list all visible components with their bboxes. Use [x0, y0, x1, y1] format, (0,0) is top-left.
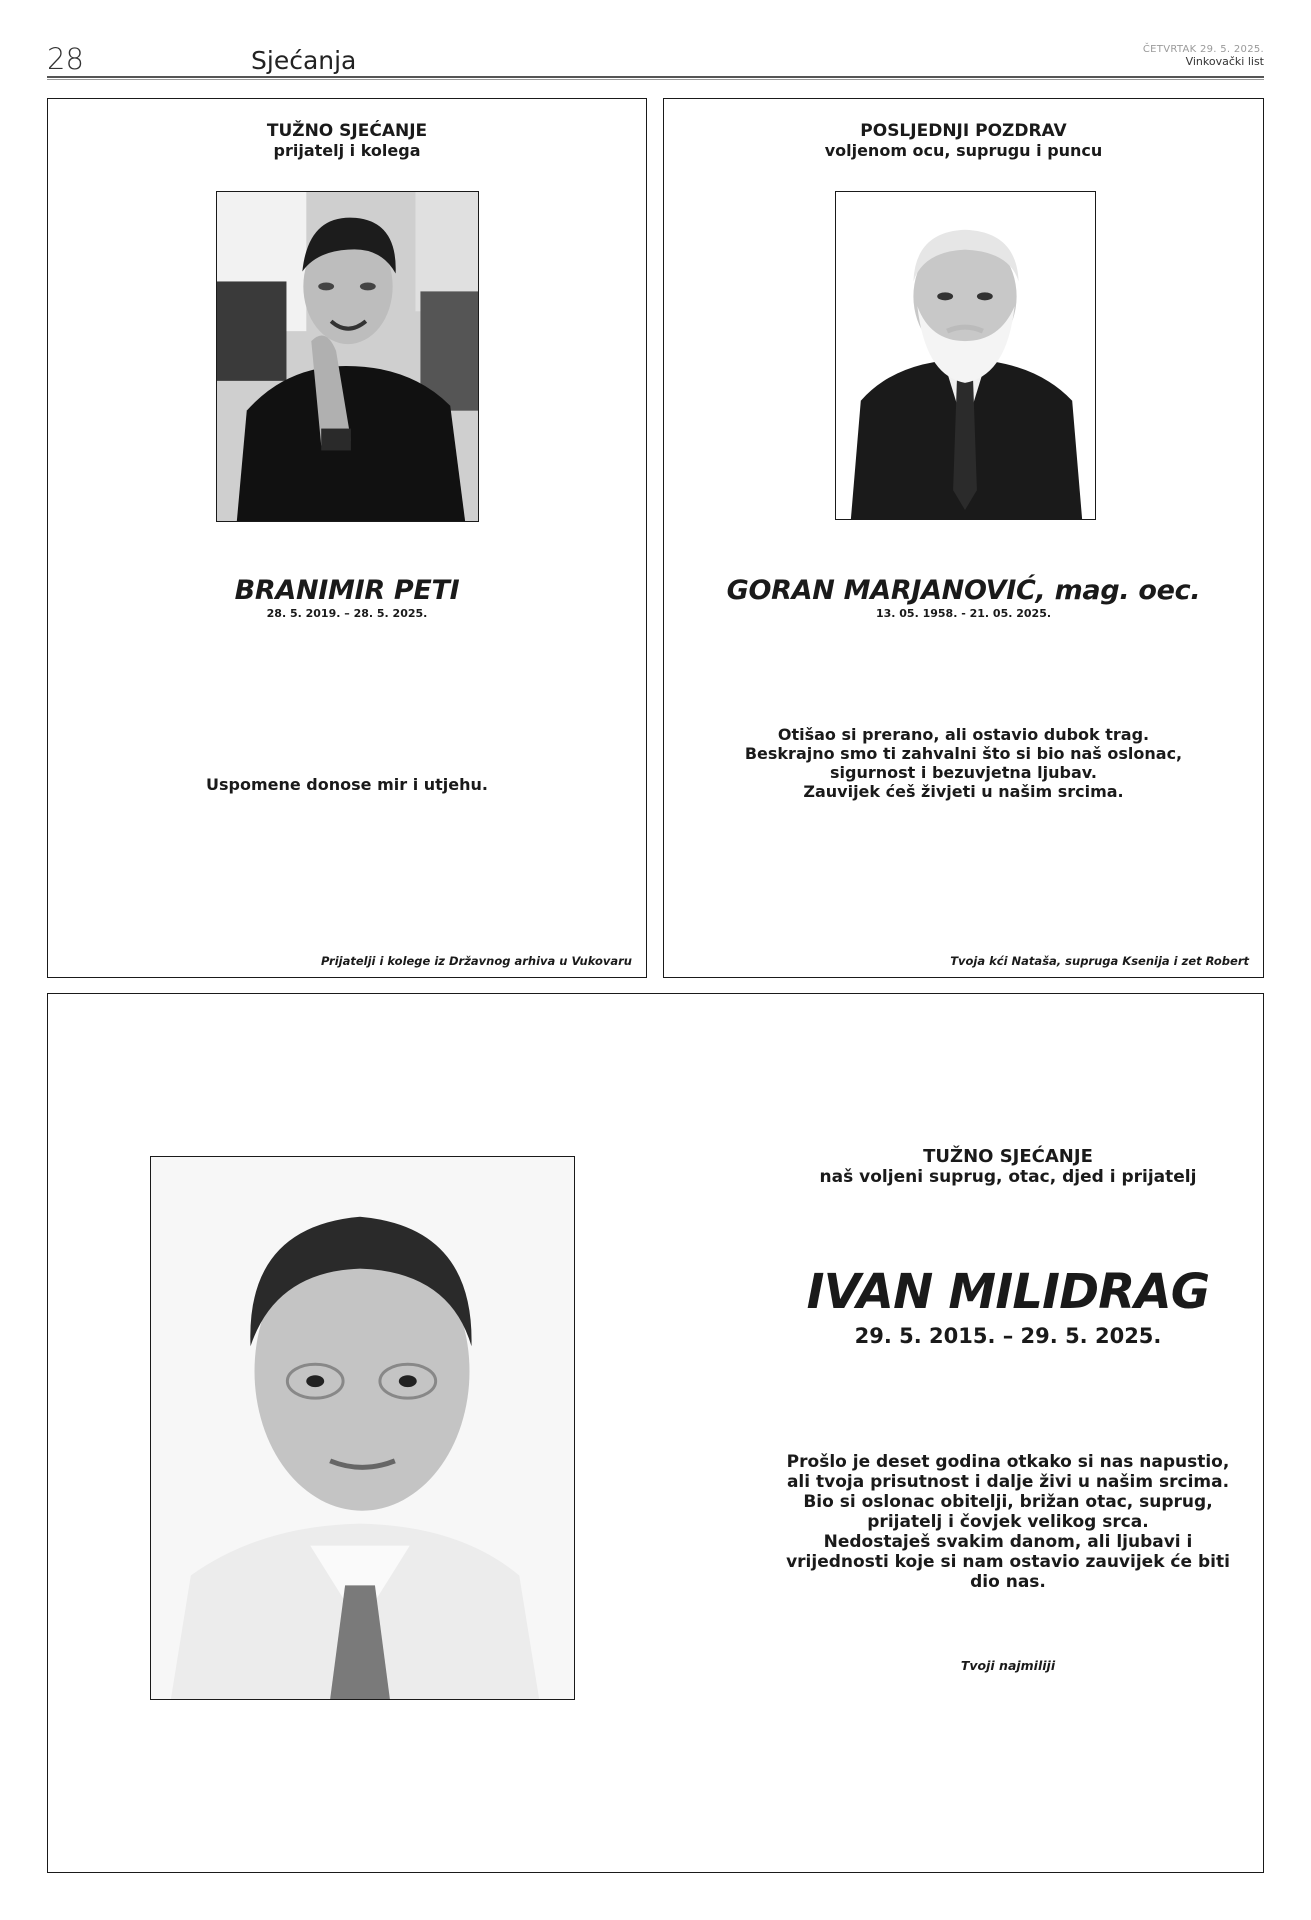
portrait-photo — [150, 1156, 575, 1700]
portrait-image — [836, 192, 1095, 519]
notice-kicker: POSLJEDNJI POZDRAV — [860, 121, 1067, 141]
notice-goran-marjanovic — [663, 98, 1264, 978]
page-header — [47, 40, 1264, 78]
portrait-photo — [216, 191, 479, 522]
portrait-image — [217, 192, 478, 521]
notice-signature: Prijatelji i kolege iz Državnog arhiva u Vukovaru — [320, 954, 632, 968]
life-dates: 29. 5. 2015. – 29. 5. 2025. — [854, 1324, 1162, 1348]
notice-branimir-peti — [47, 98, 647, 978]
deceased-name: IVAN MILIDRAG — [806, 1264, 1210, 1320]
life-dates: 28. 5. 2019. – 28. 5. 2025. — [266, 607, 428, 620]
portrait-image — [151, 1157, 574, 1699]
deceased-name: BRANIMIR PETI — [234, 575, 460, 606]
issue-date: ČETVRTAK 29. 5. 2025. — [1142, 44, 1264, 55]
notice-signature: Tvoja kći Nataša, supruga Ksenija i zet Robert — [950, 954, 1249, 968]
notice-subtitle: voljenom ocu, suprugu i puncu — [824, 141, 1103, 160]
section-title: Sjećanja — [251, 46, 357, 75]
notice-kicker: TUŽNO SJEĆANJE — [923, 1146, 1093, 1167]
portrait-photo — [835, 191, 1096, 520]
notice-message: Uspomene donose mir i utjehu. — [206, 775, 488, 794]
page-number: 28 — [47, 42, 84, 76]
header-meta — [1143, 44, 1264, 68]
life-dates: 13. 05. 1958. - 21. 05. 2025. — [875, 607, 1052, 620]
notice-subtitle: naš voljeni suprug, otac, djed i prijatelj — [819, 1167, 1197, 1187]
notice-ivan-milidrag — [47, 993, 1264, 1873]
notice-message: Prošlo je deset godina otkako si nas napustio, ali tvoja prisutnost i dalje živi u našim srcima. Bio si oslonac obitelji, brižan otac, suprug, prijatelj i čovjek velikog srca. Nedostaješ svakim danom, ali ljubavi i vrijednosti koje si nam ostavio zauvijek će biti dio nas. — [786, 1452, 1230, 1592]
deceased-name: GORAN MARJANOVIĆ, mag. oec. — [726, 575, 1201, 606]
newspaper-name: Vinkovački list — [1185, 55, 1264, 68]
notice-kicker: TUŽNO SJEĆANJE — [266, 121, 428, 141]
header-rule — [47, 76, 1264, 78]
notice-message: Otišao si prerano, ali ostavio dubok trag. Beskrajno smo ti zahvalni što si bio naš oslonac, sigurnost i bezuvjetna ljubav. Zauvijek ćeš živjeti u našim srcima. — [744, 725, 1183, 801]
notice-signature: Tvoji najmiliji — [960, 1658, 1056, 1673]
header-rule-thin — [47, 79, 1264, 80]
notice-subtitle: prijatelj i kolega — [273, 141, 421, 160]
